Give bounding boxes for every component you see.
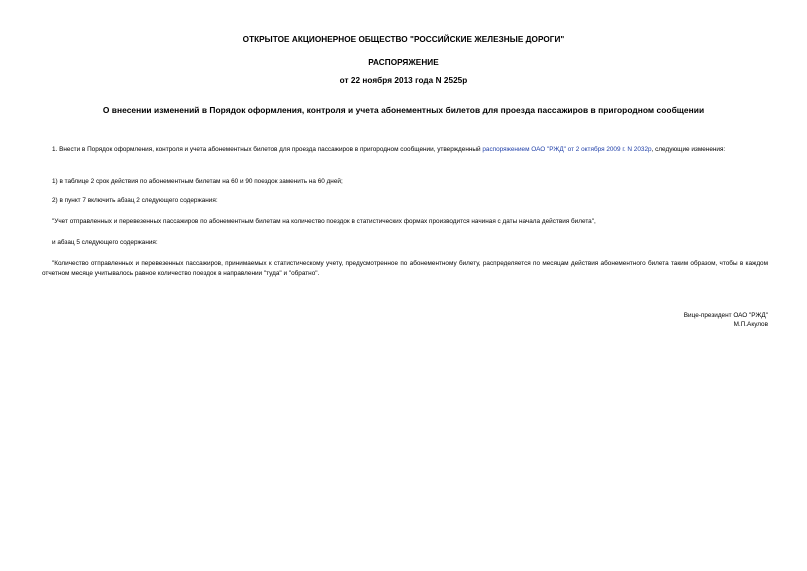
paragraph-1-text-start: 1. Внести в Порядок оформления, контроля и учета абонементных билетов для проезда пассажиров в пригородном сообщении, утвержденный (52, 146, 483, 153)
document-type: РАСПОРЯЖЕНИЕ (368, 58, 439, 67)
paragraph-1-text-end: , следующие изменения: (651, 146, 726, 153)
paragraph-2: 1) в таблице 2 срок действия по абонементным билетам на 60 и 90 поездок заменить на 60 дней; (52, 178, 343, 185)
paragraph-6: "Количество отправленных и перевезенных пассажиров, принимаемых к статистическому учету, предусмотренное по абонементному билету, распределяется по месяцам действия абонементного билета таким образом, чтобы в каждом отчетном месяце учитывалось равное количество поездок в направлении "туда" и "обратно". (42, 260, 768, 277)
paragraph-1 (42, 145, 768, 155)
signatory-position: Вице-президент ОАО "РЖД" (683, 312, 768, 319)
paragraph-3: 2) в пункт 7 включить абзац 2 следующего содержания: (52, 197, 218, 204)
signatory-name: М.П.Акулов (733, 321, 768, 328)
paragraph-4: "Учет отправленных и перевезенных пассажиров по абонементным билетам на количество поездок в статистических формах производится начиная с даты начала действия билета", (52, 218, 596, 225)
document-title: О внесении изменений в Порядок оформления, контроля и учета абонементных билетов для проезда пассажиров в пригородном сообщении (102, 105, 705, 115)
order-link[interactable]: распоряжением ОАО "РЖД" от 2 октября 2009 г. N 2032р (482, 146, 652, 153)
organization-name: ОТКРЫТОЕ АКЦИОНЕРНОЕ ОБЩЕСТВО "РОССИЙСКИЕ ЖЕЛЕЗНЫЕ ДОРОГИ" (242, 35, 565, 44)
paragraph-5: и абзац 5 следующего содержания: (52, 239, 158, 246)
document-date: от 22 ноября 2013 года N 2525р (339, 76, 468, 85)
